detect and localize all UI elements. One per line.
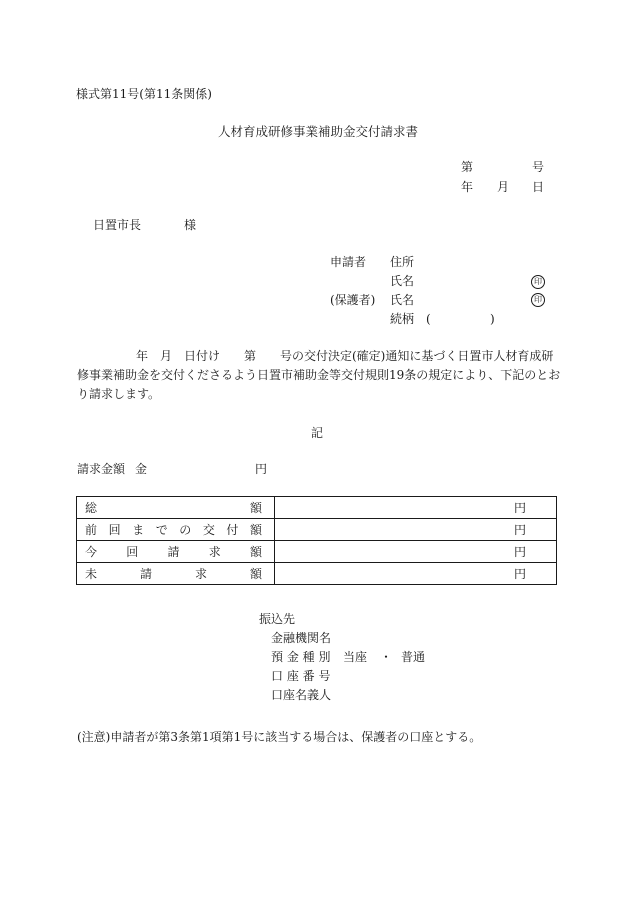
- body-line-2: 修事業補助金を交付くださるよう日置市補助金等交付規則19条の規定により、下記のとお: [77, 368, 561, 382]
- amount-row-label-char: 今: [85, 545, 98, 559]
- guardian-name-label: 氏名: [390, 293, 415, 307]
- amount-row-label-char: の: [179, 523, 192, 537]
- relation-label: 続柄: [390, 312, 415, 326]
- amount-row: [77, 519, 557, 541]
- amount-row-label-char: 請: [139, 567, 152, 581]
- deposit-option-futsu: 普通: [401, 650, 426, 664]
- date-year: 年: [461, 180, 474, 194]
- relation-open-paren: (: [426, 312, 431, 326]
- guardian-label: (保護者): [330, 293, 376, 307]
- amount-row-label-char: 回: [108, 523, 121, 537]
- body-line-3: り請求します。: [77, 387, 161, 401]
- amount-row-label-cell: [77, 497, 275, 519]
- amount-row-label-char: 額: [249, 501, 262, 515]
- transfer-heading: 振込先: [259, 612, 296, 626]
- amount-row-label-char: 額: [249, 567, 262, 581]
- amount-row: [77, 563, 557, 585]
- amount-row-label: [77, 565, 274, 582]
- amount-row-label-char: 回: [126, 545, 139, 559]
- amount-row-unit: 円: [513, 545, 526, 559]
- bank-name-label: 金融機関名: [271, 631, 332, 645]
- doc-number-go: 号: [532, 160, 545, 174]
- amount-row-label: [77, 521, 274, 538]
- account-holder-label: 口座名義人: [271, 688, 332, 702]
- amount-row-label: [77, 499, 274, 516]
- amount-row: [77, 541, 557, 563]
- amount-row-label-char: 額: [249, 545, 262, 559]
- relation-close-paren: ): [490, 312, 495, 326]
- account-number-label: 口 座 番 号: [271, 669, 331, 683]
- addressee-honorific: 様: [184, 218, 197, 232]
- request-amount-label: 請求金額: [77, 462, 126, 476]
- form-number: 様式第11号(第11条関係): [76, 87, 212, 101]
- name-label: 氏名: [390, 274, 415, 288]
- note: (注意)申請者が第3条第1項第1号に該当する場合は、保護者の口座とする。: [77, 730, 482, 744]
- amount-row-value-cell: [275, 541, 557, 563]
- amount-row-unit: 円: [513, 501, 526, 515]
- amount-row-label-char: で: [155, 523, 168, 537]
- amount-row-label-char: 付: [226, 523, 239, 537]
- date-month: 月: [497, 180, 510, 194]
- document-title: 人材育成研修事業補助金交付請求書: [218, 124, 419, 139]
- doc-number-dai: 第: [461, 160, 474, 174]
- deposit-option-separator: ・: [380, 650, 393, 664]
- amount-row-label-char: 総: [85, 501, 98, 515]
- amount-row-label-char: 求: [208, 545, 221, 559]
- deposit-option-touza: 当座: [343, 650, 368, 664]
- amount-row-label-cell: [77, 541, 275, 563]
- amount-row-label-char: 請: [167, 545, 180, 559]
- amount-row-label: [77, 543, 274, 560]
- addressee-name: 日置市長: [93, 218, 142, 232]
- request-amount-yen: 円: [255, 462, 268, 476]
- seal-mark-guardian: 印: [531, 293, 545, 307]
- amount-row-unit: 円: [513, 523, 526, 537]
- amount-row-label-cell: [77, 563, 275, 585]
- amount-row-unit: 円: [513, 567, 526, 581]
- amount-row-label-char: 未: [85, 567, 98, 581]
- amount-row-label-cell: [77, 519, 275, 541]
- amount-row-value-cell: [275, 519, 557, 541]
- amount-row-label-char: 求: [194, 567, 207, 581]
- amount-row-value-cell: [275, 563, 557, 585]
- applicant-label: 申請者: [330, 255, 367, 269]
- body-line-1: 年 月 日付け 第 号の交付決定(確定)通知に基づく日置市人材育成研: [136, 349, 554, 363]
- amount-table: [76, 496, 557, 585]
- deposit-type-label: 預 金 種 別: [271, 650, 331, 664]
- address-label: 住所: [390, 255, 415, 269]
- amount-row: [77, 497, 557, 519]
- amount-row-label-char: 交: [202, 523, 215, 537]
- amount-row-label-char: 額: [249, 523, 262, 537]
- amount-row-value-cell: [275, 497, 557, 519]
- request-amount-kin: 金: [135, 462, 148, 476]
- amount-row-label-char: ま: [132, 523, 145, 537]
- date-day: 日: [532, 180, 545, 194]
- seal-mark-applicant: 印: [531, 275, 545, 289]
- amount-row-label-char: 前: [85, 523, 98, 537]
- ki-mark: 記: [311, 426, 324, 440]
